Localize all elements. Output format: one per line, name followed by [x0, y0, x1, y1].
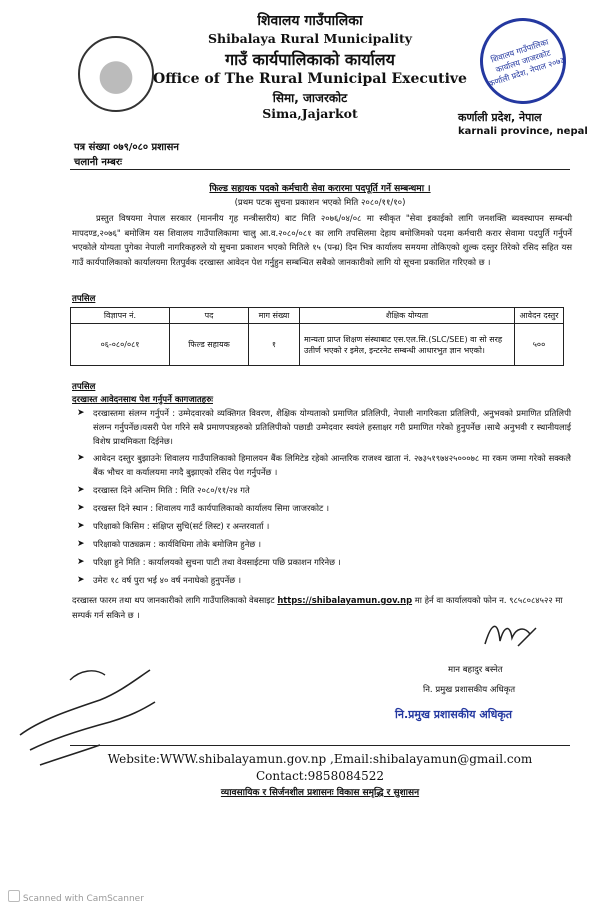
designation-stamp: नि.प्रमुख प्रशासकीय अधिकृत [395, 708, 513, 721]
footer-contact: Contact:9858084522 [255, 769, 385, 783]
footer-slogan: व्यावसायिक र सिर्जनशील प्रशासनः विकास समृद्धि र सुशासन [220, 788, 420, 798]
letter-number: पत्र संख्या ०७९/०८० प्रशासन [74, 142, 179, 153]
contact-suffix: मा हेर्न वा कार्यालयको फोन न. ९८५८०८४५२२ मा सम्पर्क गर्न सकिने छ । [72, 595, 563, 620]
footer-website-email: Website:WWW.shibalayamun.gov.np ,Email:shibalayamun@gmail.com [107, 752, 533, 766]
notice-subject: फिल्ड सहायक पदको कर्मचारी सेवा करारमा पदपूर्ति गर्ने सम्बन्धमा । [209, 184, 431, 194]
nepal-emblem-icon [78, 36, 154, 112]
municipality-seal: शिवालय गाउँपालिका कार्यालय जाजरकोट कर्णाली प्रदेश, नेपाल २०७३ [469, 7, 577, 115]
list-item: ➤ परिक्षा हुने मिति : कार्यालयको सुचना पाटी तथा वेवसाईटमा पछि प्रकाशन गरिनेछ । [93, 555, 571, 569]
dispatch-number: चलानी नम्बरः [74, 157, 122, 168]
cell-ad-no: ०६-०८०/०८१ [71, 324, 170, 366]
nepali-office: गाउँ कार्यपालिकाको कार्यालय [225, 50, 395, 69]
list-item: ➤ दरखस्त दिने स्थान : शिवालय गाउँ कार्यपालिकाको कार्यालय सिमा जाजरकोट । [93, 501, 571, 515]
table-row [71, 324, 564, 366]
details-heading: दरखास्त आवेदनसाथ पेश गर्नुपर्ने कागजातहरुः [72, 395, 213, 405]
province-nepali: कर्णाली प्रदेश, नेपाल [458, 111, 542, 124]
notice-body: प्रस्तुत विषयमा नेपाल सरकार (माननीय गृह मन्त्रीस्तरीय) बाट मिति २०७६/०४/०८ मा स्वीकृत "सेवा इकाईको लागि जनशक्ति ब्यवस्थापन सम्बन्धी मापदण्ड,२०७६" बमोजिम यस शिवालय गाउँपालिकामा चालु आ.व.२०८०/०८१ का लागि तपसिलमा देहाय बमोजिमको पदमा कर्मचारी करार सेवामा पदपुर्ति गर्नुपर्ने भएकोले योग्यता पुगेका नेपाली नागरिकहरुले यो सुचना प्रकाशन भएको मितिले १५ (पन्ध्र) दिन भित्र कार्यालय समयमा तोकिएको शुल्क दस्तुर तिरेको रसिद सहित यस गाउँ कार्यपालिकाको कार्यालयमा रितपुर्वक दरखास्त आवेदन पेश गर्नुहुन सम्बन्धित सबैको जानकारीको लागि यो सूचना प्रकाशित गरिएको छ । [72, 213, 572, 267]
header-fee: आवेदन दस्तुर [515, 308, 564, 324]
footer-divider [70, 745, 570, 746]
contact-prefix: दरखास्त फारम तथा थप जानकारीको लागि गाउँपालिकाको वेबसाइट [72, 595, 275, 605]
cell-qualification: मान्यता प्राप्त शिक्षण संस्थाबाट एस.एल.सि.(SLC/SEE) वा सो सरह उतीर्ण भएको र इमेल, इन्टरनेट सम्बन्धी आधारभुत ज्ञान भएको। [300, 324, 515, 366]
cell-demand: १ [249, 324, 300, 366]
table-label: तपसिल [72, 294, 96, 304]
english-place: Sima,Jajarkot [262, 106, 358, 121]
notice-subtitle: (प्रथम पटक सुचना प्रकाशन भएको मिति २०८०/११/१०) [234, 198, 406, 208]
vacancy-table [70, 307, 564, 366]
header-post: पद [170, 308, 249, 324]
header-demand: माग संख्या [249, 308, 300, 324]
nepali-place: सिमा, जाजरकोट [272, 91, 348, 105]
header-qualification: शैक्षिक योग्यता [300, 308, 515, 324]
signatory-designation: नि. प्रमुख प्रशासकीय अधिकृत [423, 685, 516, 695]
details-label: तपसिल [72, 382, 96, 392]
english-office: Office of The Rural Municipal Executive [153, 71, 467, 87]
watermark-text: Scanned with CamScanner [22, 894, 144, 904]
list-item: ➤ दरखास्त दिने अन्तिम मिति : मिति २०८०/११/२४ गते [93, 483, 571, 497]
nepali-title: शिवालय गाउँपालिका [257, 13, 363, 29]
table-header-row [71, 308, 564, 324]
cell-fee: ५०० [515, 324, 564, 366]
camscanner-icon [8, 890, 20, 902]
signature-mark [480, 616, 540, 656]
province-english: karnali province, nepal [458, 126, 588, 137]
cell-post: फिल्ड सहायक [170, 324, 249, 366]
list-item: ➤ दरखास्तमा संलग्न गर्नुपर्ने : उम्मेदवारको व्यक्तिगत विवरण, शैक्षिक योग्यताको प्रमाणित प्रतिलिपी, नेपाली नागरिकता प्रतिलिपी, अनुभवको प्रमाणित प्रतिलिपी संलग्न गर्नुपर्नेछ।यसरी पेश गरिने सबै प्रमाणपत्रहरुको प्रतिलिपीको पछाडी उम्मेदवार स्वयंले हस्ताक्षर गरी प्रमाणित गरेको हुनुपर्नेछ ।साथै अनुभवी र स्थानीयलाई विशेष प्राथमिकता दिईनेछ। [93, 406, 571, 448]
list-item: ➤ आवेदन दस्तुर बुझाउनेः शिवालय गाउँपालिकाको हिमालयन बैंक लिमिटेड रहेको आन्तरिक राजश्व खाता नं. २७३५१९७४२५०००७८ मा रकम जम्मा गरेको सक्कलै बैंक भौचर वा कर्यालयमा नगदै बुझाएको रसिद पेश गर्नुपर्नेछ । [93, 451, 571, 479]
list-item: ➤ परिक्षाको पाठ्यक्रम : कार्यविधिमा तोके बमोजिम हुनेछ । [93, 537, 571, 551]
header-divider [70, 169, 570, 170]
header-ad-no: विज्ञापन नं. [71, 308, 170, 324]
website-link[interactable]: https://shibalayamun.gov.np [277, 595, 413, 605]
scanner-watermark [8, 890, 144, 904]
signatory-name: मान बहादुर बस्नेत [448, 665, 503, 675]
list-item: ➤ उमेरः १८ वर्ष पुरा भई ४० वर्ष ननाघेको हुनुपर्नेछ । [93, 573, 571, 587]
list-item: ➤ परिक्षाको किसिम : संक्षिप्त सुचि(सर्ट लिस्ट) र अन्तरवार्ता । [93, 519, 571, 533]
english-title: Shibalaya Rural Municipality [207, 31, 413, 46]
